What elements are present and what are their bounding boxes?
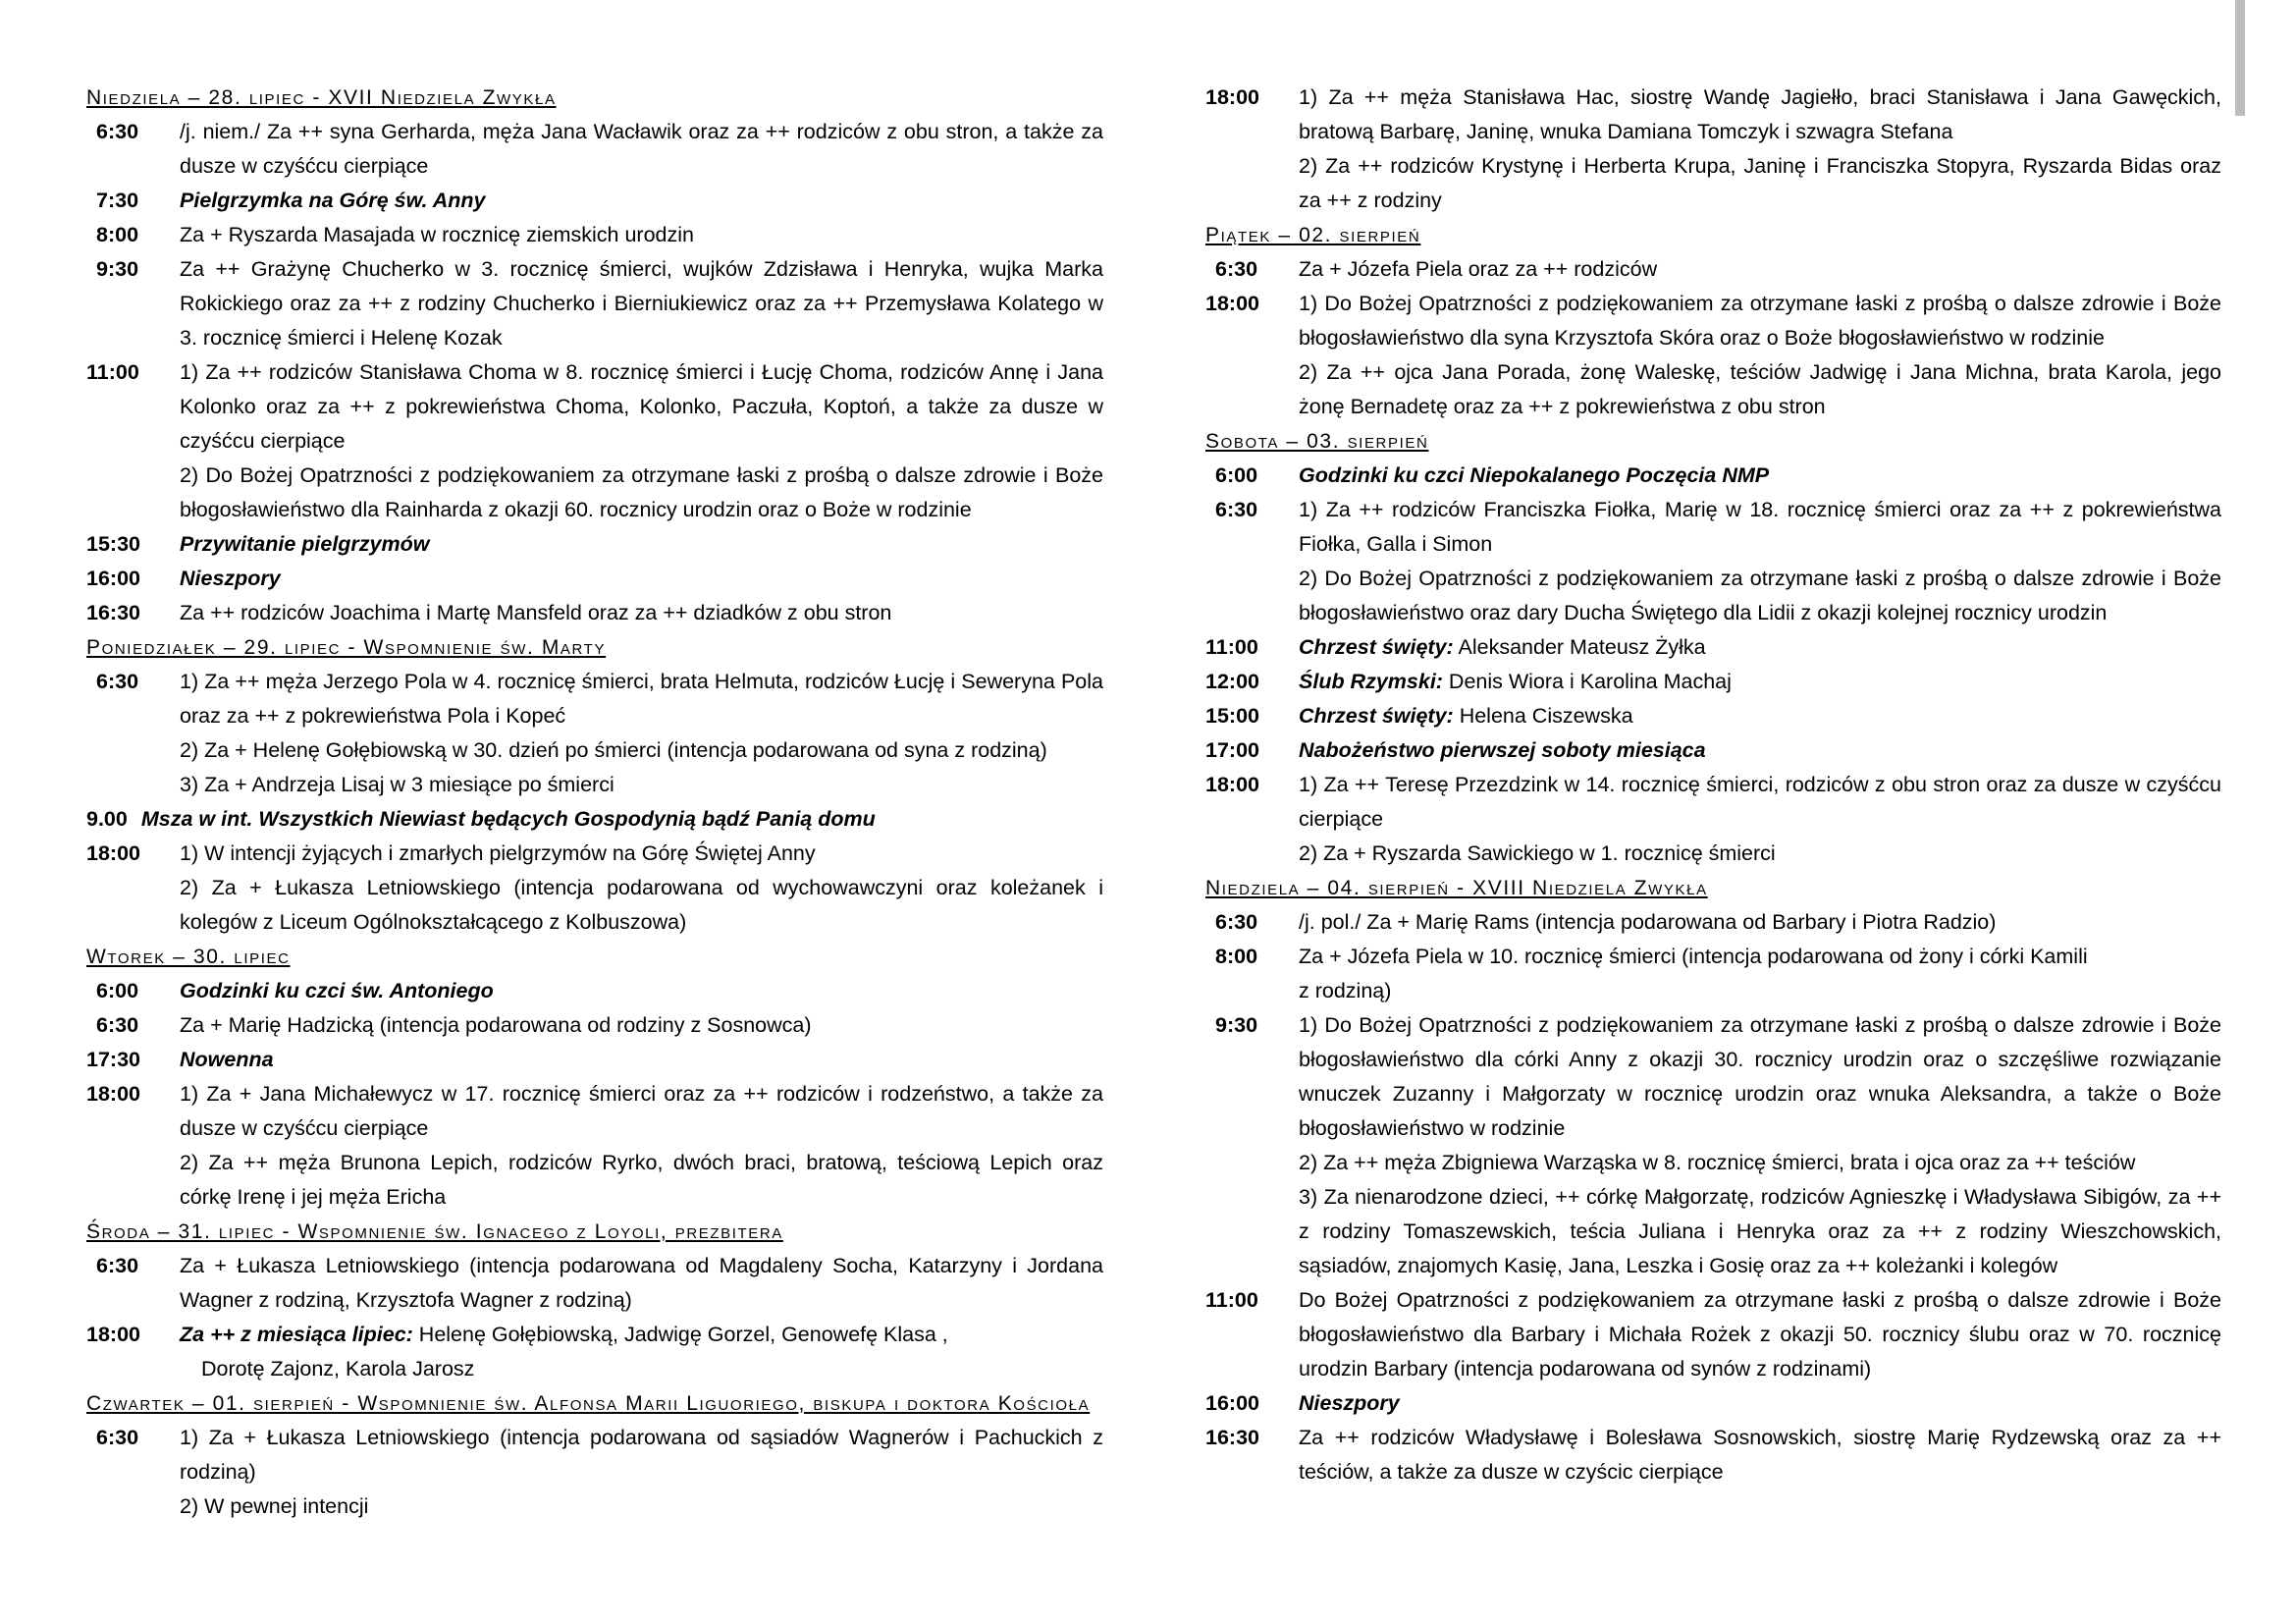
mass-intention-line [1299, 665, 2221, 699]
mass-intention: Nieszpory [1299, 1391, 1400, 1415]
mass-time: 9.00 [86, 807, 128, 831]
mass-intentions [1299, 287, 2221, 424]
mass-entry [86, 252, 1103, 355]
mass-entry [86, 1077, 1103, 1215]
mass-intention: Dorotę Zajonz, Karola Jarosz [201, 1357, 475, 1380]
mass-intention: 1) Za ++ Teresę Przezdzink w 14. rocznicę śmierci, rodziców z obu stron oraz za dusze w czyśćcu cierpiące [1299, 773, 2221, 831]
intention-lead: Chrzest święty: [1299, 704, 1454, 728]
mass-intention: 3) Za + Andrzeja Lisaj w 3 miesiące po śmierci [180, 773, 614, 796]
mass-intention: Denis Wiora i Karolina Machaj [1442, 670, 1732, 693]
intention-lead: Za ++ z miesiąca lipiec: [180, 1323, 413, 1346]
mass-entry [86, 596, 1103, 630]
left-column [86, 81, 1103, 1524]
mass-time: 18:00 [1205, 292, 1259, 315]
mass-time: 16:30 [1205, 1426, 1259, 1449]
mass-time: 18:00 [86, 1323, 140, 1346]
mass-intentions [1299, 493, 2221, 630]
mass-intention: 2) Za ++ rodziców Krystynę i Herberta Krupa, Janinę i Franciszka Stopyra, Ryszarda Bidas oraz za ++ z rodziny [1299, 154, 2221, 212]
mass-time: 6:30 [96, 1013, 139, 1037]
mass-time: 8:00 [1215, 945, 1258, 968]
mass-intention: z rodziną) [1299, 979, 1392, 1002]
mass-intention: 3) Za nienarodzone dzieci, ++ córkę Małgorzatę, rodziców Agnieszkę i Władysława Sibigów, za ++ z rodziny Tomaszewskich, teścia Juliana i Henryka oraz za ++ z rodziny Wieszchowskich, sąsiadów, znajomych Kasię, Jana, Leszka i Gosię oraz za ++ koleżanki i kolegów [1299, 1185, 2221, 1277]
mass-time: 11:00 [1205, 635, 1258, 659]
mass-intention: Aleksander Mateusz Żyłka [1453, 635, 1706, 659]
mass-entry [1205, 905, 2221, 940]
mass-time: 11:00 [86, 360, 139, 384]
mass-intention: 1) Za ++ męża Jerzego Pola w 4. rocznicę śmierci, brata Helmuta, rodziców Łucję i Seweryna Pola oraz za ++ z pokrewieństwa Pola i Kopeć [180, 670, 1103, 728]
mass-time: 18:00 [1205, 85, 1259, 109]
mass-intention: 2) W pewnej intencji [180, 1494, 369, 1518]
mass-intention: Do Bożej Opatrzności z podziękowaniem za otrzymane łaski z prośbą o dalsze zdrowie i Boże błogosławieństwo dla Barbary i Michała Rożek z okazji 50. rocznicy ślubu oraz w 70. rocznicę urodzin Barbary (intencja podarowana od synów z rodzinami) [1299, 1288, 2221, 1380]
mass-time: 6:00 [96, 979, 139, 1002]
mass-intention: 1) W intencji żyjących i zmarłych pielgrzymów na Górę Świętej Anny [180, 841, 816, 865]
mass-time: 6:00 [1215, 463, 1258, 487]
mass-intention: Nabożeństwo pierwszej soboty miesiąca [1299, 738, 1706, 762]
mass-entry [86, 355, 1103, 527]
mass-time: 17:30 [86, 1048, 140, 1071]
day-header-sunday-28: Niedziela – 28. lipiec - XVII Niedziela Zwykła [86, 86, 557, 109]
mass-entry [1205, 1008, 2221, 1283]
mass-intention: Godzinki ku czci Niepokalanego Poczęcia NMP [1299, 463, 1770, 487]
mass-intentions [180, 837, 1103, 940]
day-header-thursday-01: Czwartek – 01. sierpień - Wspomnienie św. Alfonsa Marii Liguoriego, biskupa i doktora Kościoła [86, 1392, 1091, 1415]
mass-intentions [1299, 81, 2221, 218]
mass-time: 15:00 [1205, 704, 1259, 728]
mass-entry [86, 1318, 1103, 1386]
mass-intention: Za + Ryszarda Masajada w rocznicę ziemskich urodzin [180, 223, 694, 246]
mass-intention: Przywitanie pielgrzymów [180, 532, 430, 556]
mass-intentions [1299, 940, 2221, 1008]
mass-time: 18:00 [1205, 773, 1259, 796]
mass-intention: Helena Ciszewska [1453, 704, 1633, 728]
mass-intention: Za + Marię Hadzicką (intencja podarowana od rodziny z Sosnowca) [180, 1013, 812, 1037]
mass-entry [86, 562, 1103, 596]
mass-entry [86, 115, 1103, 184]
mass-entry [1205, 1421, 2221, 1489]
mass-intention: Godzinki ku czci św. Antoniego [180, 979, 494, 1002]
mass-intention: /j. pol./ Za + Marię Rams (intencja podarowana od Barbary i Piotra Radzio) [1299, 910, 1997, 934]
mass-intentions [180, 1318, 1103, 1386]
right-column [1205, 81, 2221, 1489]
mass-time: 6:30 [96, 670, 139, 693]
mass-time: 16:30 [86, 601, 140, 624]
day-header-saturday-03: Sobota – 03. sierpień [1205, 430, 1429, 453]
scrollbar[interactable] [2235, 0, 2245, 116]
mass-intention: Nowenna [180, 1048, 274, 1071]
day-header-wednesday-31: Środa – 31. lipiec - Wspomnienie św. Ignacego z Loyoli, prezbitera [86, 1220, 783, 1243]
mass-intention: 2) Za ++ męża Brunona Lepich, rodziców Ryrko, dwóch braci, bratową, teściową Lepich oraz córkę Irenę i jej męża Ericha [180, 1151, 1103, 1209]
mass-intention: 2) Za ++ męża Zbigniewa Warząska w 8. rocznicę śmierci, brata i ojca oraz za ++ teściów [1299, 1151, 2136, 1174]
mass-time: 12:00 [1205, 670, 1259, 693]
mass-entry [86, 974, 1103, 1008]
mass-entry [86, 1008, 1103, 1043]
mass-intention: 2) Za + Helenę Gołębiowską w 30. dzień po śmierci (intencja podarowana od syna z rodziną) [180, 738, 1047, 762]
mass-intention: /j. niem./ Za ++ syna Gerharda, męża Jana Wacławik oraz za ++ rodziców z obu stron, a także za dusze w czyśćcu cierpiące [180, 120, 1103, 178]
mass-time: 11:00 [1205, 1288, 1258, 1312]
mass-intention: Za + Łukasza Letniowskiego (intencja podarowana od Magdaleny Socha, Katarzyny i Jordana Wagner z rodziną, Krzysztofa Wagner z rodziną) [180, 1254, 1103, 1312]
mass-intention-line [1299, 699, 2221, 733]
mass-time: 6:30 [96, 1426, 139, 1449]
mass-intention: 2) Do Bożej Opatrzności z podziękowaniem za otrzymane łaski z prośbą o dalsze zdrowie i Boże błogosławieństwo oraz dary Ducha Świętego dla Lidii z okazji kolejnej rocznicy urodzin [1299, 567, 2221, 624]
mass-intention: 2) Za ++ ojca Jana Porada, żonę Waleskę, teściów Jadwigę i Jana Michna, brata Karola, jego żonę Bernadetę oraz za ++ z pokrewieństwa z obu stron [1299, 360, 2221, 418]
mass-entry [1205, 287, 2221, 424]
mass-entry [1205, 733, 2221, 768]
mass-intention: Helenę Gołębiowską, Jadwigę Gorzel, Genowefę Klasa , [412, 1323, 948, 1346]
mass-entry [1205, 493, 2221, 630]
mass-entry [86, 218, 1103, 252]
mass-time: 16:00 [86, 567, 140, 590]
mass-entry [1205, 768, 2221, 871]
mass-time: 6:30 [1215, 498, 1258, 521]
mass-entry [1205, 665, 2221, 699]
mass-entry [1205, 630, 2221, 665]
mass-intention: 2) Za + Ryszarda Sawickiego w 1. rocznicę śmierci [1299, 841, 1776, 865]
mass-entry [1205, 1283, 2221, 1386]
mass-time: 16:00 [1205, 1391, 1259, 1415]
mass-intention: 1) Za + Jana Michałewycz w 17. rocznicę śmierci oraz za ++ rodziców i rodzeństwo, a także za dusze w czyśćcu cierpiące [180, 1082, 1103, 1140]
mass-intention: 1) Za + Łukasza Letniowskiego (intencja podarowana od sąsiadów Wagnerów i Pachuckich z rodziną) [180, 1426, 1103, 1484]
mass-intention-line [1299, 630, 2221, 665]
mass-entry [1205, 252, 2221, 287]
mass-time: 6:30 [1215, 257, 1258, 281]
mass-intention: Pielgrzymka na Górę św. Anny [180, 189, 486, 212]
mass-entry [1205, 940, 2221, 1008]
mass-intention: Za + Józefa Piela oraz za ++ rodziców [1299, 257, 1658, 281]
mass-time: 6:30 [1215, 910, 1258, 934]
mass-time: 9:30 [1215, 1013, 1258, 1037]
mass-entry [86, 1249, 1103, 1318]
day-header-friday-02: Piątek – 02. sierpień [1205, 224, 1421, 246]
mass-intentions [180, 1421, 1103, 1524]
mass-time: 6:30 [96, 1254, 139, 1277]
mass-entry [86, 527, 1103, 562]
mass-time: 8:00 [96, 223, 139, 246]
mass-entry [1205, 699, 2221, 733]
mass-intention: 1) Za ++ rodziców Stanisława Choma w 8. rocznicę śmierci i Łucję Choma, rodziców Annę i Jana Kolonko oraz za ++ z pokrewieństwa Choma, Kolonko, Paczuła, Koptoń, a także za dusze w czyśćcu cierpiące [180, 360, 1103, 453]
mass-time: 6:30 [96, 120, 139, 143]
mass-entry [86, 1043, 1103, 1077]
mass-intention: Msza w int. Wszystkich Niewiast będących Gospodynią bądź Panią domu [140, 807, 876, 831]
mass-intention: Za ++ rodziców Władysławę i Bolesława Sosnowskich, siostrę Marię Rydzewską oraz za ++ teściów, a także za dusze w czyścic cierpiące [1299, 1426, 2221, 1484]
mass-intention: 1) Do Bożej Opatrzności z podziękowaniem za otrzymane łaski z prośbą o dalsze zdrowie i Boże błogosławieństwo dla syna Krzysztofa Skóra oraz o Boże błogosławieństwo w rodzinie [1299, 292, 2221, 350]
mass-intention: Za + Józefa Piela w 10. rocznicę śmierci (intencja podarowana od żony i córki Kamili [1299, 945, 2088, 968]
day-header-monday-29: Poniedziałek – 29. lipiec - Wspomnienie św. Marty [86, 636, 607, 659]
mass-entry [86, 837, 1103, 940]
mass-intentions [180, 665, 1103, 802]
mass-time: 15:30 [86, 532, 140, 556]
mass-intentions [1299, 768, 2221, 871]
mass-entry [1205, 459, 2221, 493]
mass-time: 17:00 [1205, 738, 1259, 762]
mass-time: 9:30 [96, 257, 139, 281]
mass-entry [86, 665, 1103, 802]
mass-intention: 1) Do Bożej Opatrzności z podziękowaniem za otrzymane łaski z prośbą o dalsze zdrowie i Boże błogosławieństwo dla córki Anny z okazji 30. rocznicy urodzin oraz o szczęśliwe rozwiązanie wnuczek Zuzanny i Małgorzaty w rocznicę urodzin oraz wnuka Aleksandra, a także o Boże błogosławieństwo w rodzinie [1299, 1013, 2221, 1140]
mass-intention: Za ++ rodziców Joachima i Martę Mansfeld oraz za ++ dziadków z obu stron [180, 601, 892, 624]
mass-entry [1205, 1386, 2221, 1421]
mass-intentions [1299, 1008, 2221, 1283]
mass-intention: 2) Do Bożej Opatrzności z podziękowaniem za otrzymane łaski z prośbą o dalsze zdrowie i Boże błogosławieństwo dla Rainharda z okazji 60. rocznicy urodzin oraz o Boże w rodzinie [180, 463, 1103, 521]
mass-time: 18:00 [86, 841, 140, 865]
mass-intention: Za ++ Grażynę Chucherko w 3. rocznicę śmierci, wujków Zdzisława i Henryka, wujka Marka Rokickiego oraz za ++ z rodziny Chucherko i Bierniukiewicz oraz za ++ Przemysława Kolatego w 3. rocznicę śmierci i Helenę Kozak [180, 257, 1103, 350]
mass-intention: Nieszpory [180, 567, 281, 590]
mass-entry [86, 802, 1103, 837]
mass-intention: 1) Za ++ męża Stanisława Hac, siostrę Wandę Jagiełło, braci Stanisława i Jana Gawęckich, bratową Barbarę, Janinę, wnuka Damiana Tomczyk i szwagra Stefana [1299, 85, 2221, 143]
mass-intention: 2) Za + Łukasza Letniowskiego (intencja podarowana od wychowawczyni oraz koleżanek i kolegów z Liceum Ogólnokształcącego z Kolbuszowa) [180, 876, 1103, 934]
mass-entry [86, 1421, 1103, 1524]
mass-intentions [180, 355, 1103, 527]
mass-time: 18:00 [86, 1082, 140, 1106]
intention-lead: Ślub Rzymski: [1299, 670, 1443, 693]
mass-intentions [180, 1077, 1103, 1215]
day-header-tuesday-30: Wtorek – 30. lipiec [86, 946, 291, 968]
mass-entry [1205, 81, 2221, 218]
mass-intention: 1) Za ++ rodziców Franciszka Fiołka, Marię w 18. rocznicę śmierci oraz za ++ z pokrewieństwa Fiołka, Galla i Simon [1299, 498, 2221, 556]
intention-lead: Chrzest święty: [1299, 635, 1454, 659]
mass-entry [86, 184, 1103, 218]
day-header-sunday-04: Niedziela – 04. sierpień - XVIII Niedziela Zwykła [1205, 877, 1708, 899]
mass-time: 7:30 [96, 189, 139, 212]
